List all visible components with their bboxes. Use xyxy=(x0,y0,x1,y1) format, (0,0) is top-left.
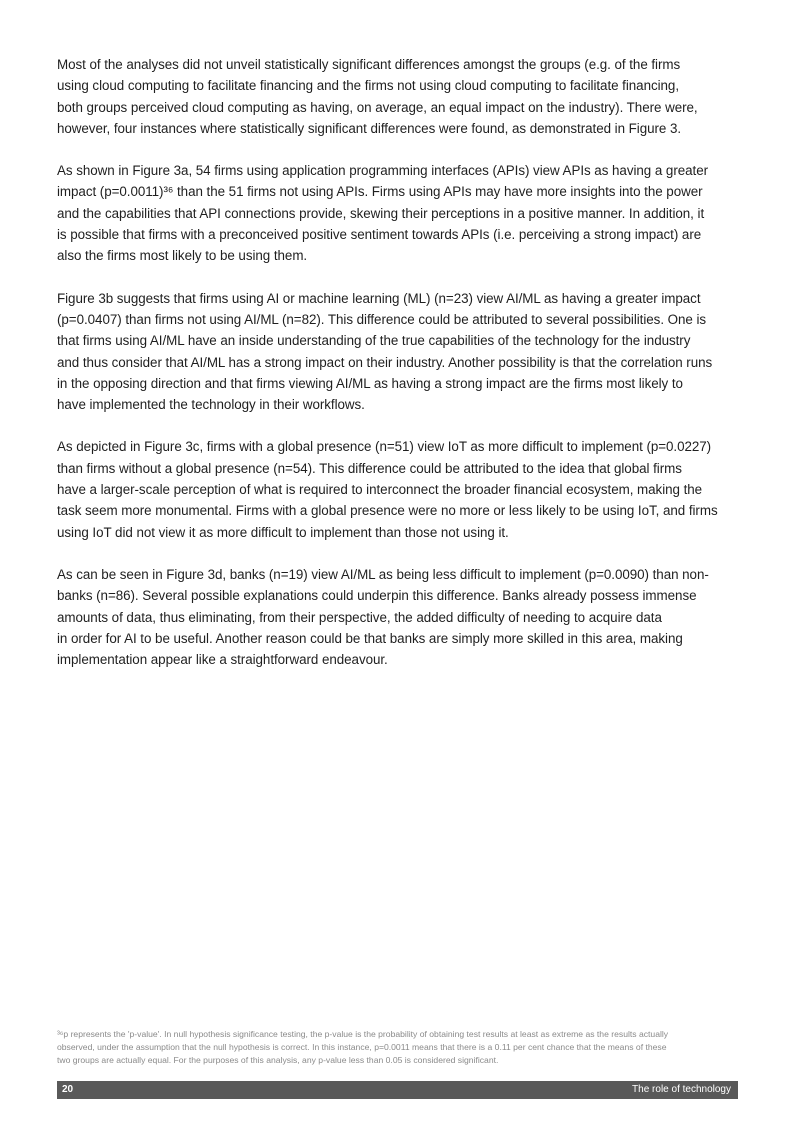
page-number: 20 xyxy=(62,1084,74,1095)
text-line: also the firms most likely to be using them. xyxy=(57,248,308,264)
text-line: implementation appear like a straightforward endeavour. xyxy=(57,652,388,668)
text-line: using cloud computing to facilitate financing and the firms not using cloud computing to facilitate financing, xyxy=(57,78,679,94)
footnote-line: two groups are actually equal. For the purposes of this analysis, any p-value less than 0.05 is considered significant. xyxy=(57,1055,499,1065)
text-line: and thus consider that AI/ML has a strong impact on their industry. Another possibility is that the correlation runs xyxy=(57,354,713,370)
text-line: banks (n=86). Several possible explanations could underpin this difference. Banks already possess immense xyxy=(57,588,697,604)
text-line: both groups perceived cloud computing as having, on average, an equal impact on the industry). There were, xyxy=(57,99,698,115)
text-line: Most of the analyses did not unveil statistically significant differences amongst the groups (e.g. of the firms xyxy=(57,57,681,72)
text-line: (p=0.0407) than firms not using AI/ML (n=82). This difference could be attributed to several possibilities. One is xyxy=(57,311,707,327)
text-line: using IoT did not view it as more difficult to implement than those not using it. xyxy=(57,524,509,540)
page-footer xyxy=(57,1081,738,1099)
footnote-line: ³⁶p represents the 'p-value'. In null hypothesis significance testing, the p-value is the probability of obtaining test results at least as extreme as the results actually xyxy=(57,1029,669,1039)
text-line: amounts of data, thus eliminating, from their perspective, the added difficulty of needing to acquire data xyxy=(57,609,662,625)
text-line: in order for AI to be useful. Another reason could be that banks are simply more skilled in this area, making xyxy=(57,630,683,646)
text-line: and the capabilities that API connections provide, skewing their perceptions in a positive manner. In addition, it xyxy=(57,205,705,221)
text-line: that firms using AI/ML have an inside understanding of the true capabilities of the technology for the industry xyxy=(57,333,691,349)
text-line: is possible that firms with a preconceived positive sentiment towards APIs (i.e. perceiving a strong impact) are xyxy=(57,227,702,243)
paragraph-intro xyxy=(57,54,741,139)
text-line: As depicted in Figure 3c, firms with a global presence (n=51) view IoT as more difficult to implement (p=0.0227) xyxy=(57,439,712,455)
text-line: As can be seen in Figure 3d, banks (n=19) view AI/ML as being less difficult to implement (p=0.0090) than non- xyxy=(57,566,709,582)
paragraph-figure-3d xyxy=(57,564,741,670)
text-line: in the opposing direction and that firms viewing AI/ML as having a strong impact are the firms most likely to xyxy=(57,375,683,391)
text-line: impact (p=0.0011)³⁶ than the 51 firms not using APIs. Firms using APIs may have more insights into the power xyxy=(57,184,703,200)
paragraph-figure-3c xyxy=(57,436,741,542)
text-line: however, four instances where statistically significant differences were found, as demonstrated in Figure 3. xyxy=(57,120,682,136)
section-title: The role of technology xyxy=(632,1084,731,1095)
paragraph-figure-3a xyxy=(57,160,741,266)
text-line: As shown in Figure 3a, 54 firms using application programming interfaces (APIs) view APIs as having a greater xyxy=(57,163,708,179)
footnote-line: observed, under the assumption that the null hypothesis is correct. In this instance, p=0.0011 means that there is a 0.11 per cent chance that the means of these xyxy=(57,1042,667,1052)
text-line: have implemented the technology in their workflows. xyxy=(57,397,365,413)
text-line: have a larger-scale perception of what is required to interconnect the broader financial ecosystem, making the xyxy=(57,482,703,498)
text-line: Figure 3b suggests that firms using AI or machine learning (ML) (n=23) view AI/ML as having a greater impact xyxy=(57,290,701,306)
footnote xyxy=(57,1028,737,1067)
main-body xyxy=(57,54,741,691)
paragraph-figure-3b xyxy=(57,288,741,416)
text-line: task seem more monumental. Firms with a global presence were no more or less likely to be using IoT, and firms xyxy=(57,503,718,519)
text-line: than firms without a global presence (n=54). This difference could be attributed to the idea that global firms xyxy=(57,460,682,476)
